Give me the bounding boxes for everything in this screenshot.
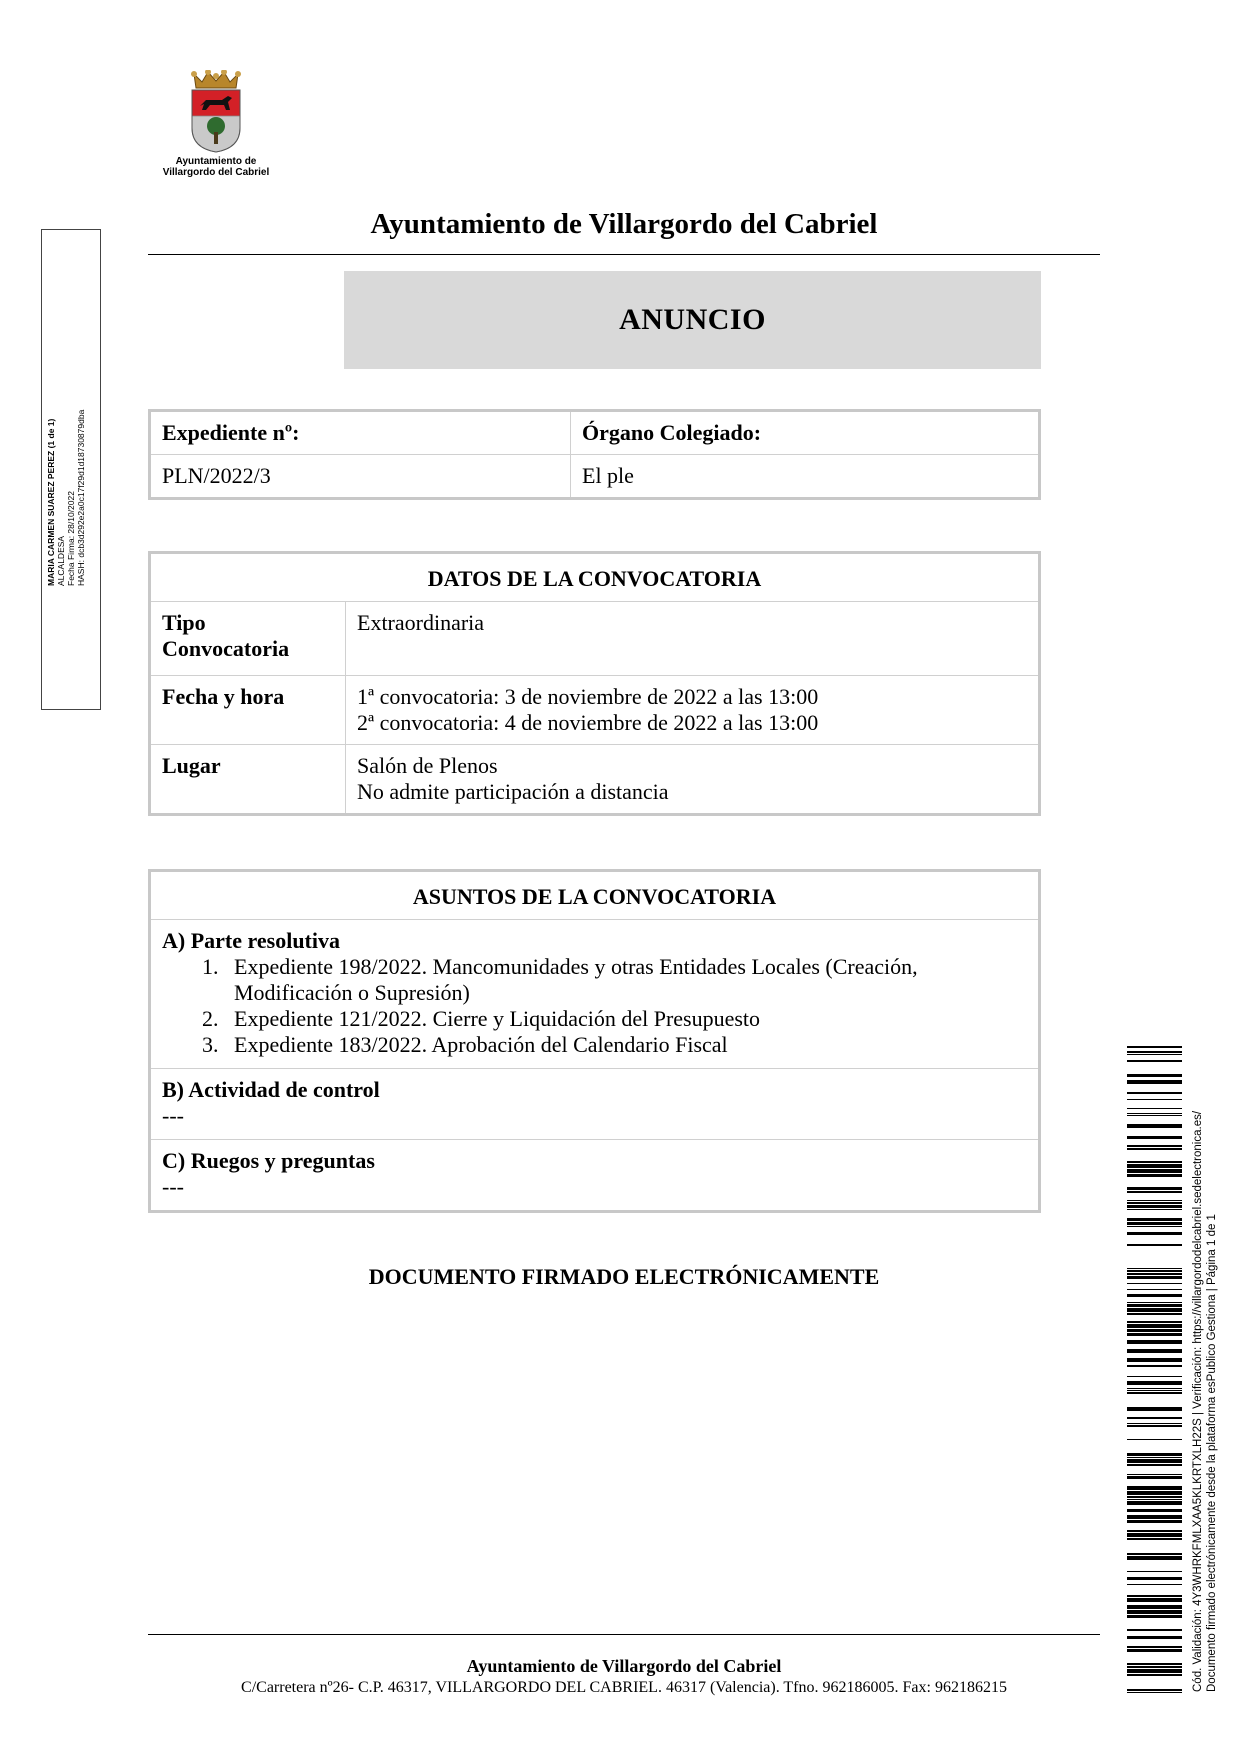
- barcode-bar: [1127, 1060, 1182, 1062]
- fecha-label: Fecha y hora: [150, 676, 346, 745]
- asuntos-heading: ASUNTOS DE LA CONVOCATORIA: [150, 871, 1040, 920]
- list-item: 3. Expediente 183/2022. Aprobación del Calendario Fiscal: [224, 1032, 1027, 1058]
- barcode-bar: [1127, 1046, 1182, 1048]
- barcode-bar: [1127, 1164, 1182, 1168]
- barcode-bar: [1127, 1663, 1182, 1665]
- footer-divider: [148, 1634, 1100, 1635]
- barcode-bar: [1127, 1324, 1182, 1328]
- section-c-value: ---: [162, 1174, 184, 1199]
- barcode-bar: [1127, 1453, 1182, 1456]
- logo-caption: [150, 156, 282, 178]
- header-divider: [148, 254, 1100, 255]
- barcode-bar: [1127, 1113, 1182, 1114]
- footer-address: C/Carretera nº26- C.P. 46317, VILLARGORDO DEL CABRIEL. 46317 (Valencia). Tfno. 962186005. Fax: 962186215: [241, 1679, 1007, 1696]
- barcode-bar: [1127, 1268, 1182, 1269]
- barcode-bar: [1127, 1051, 1182, 1053]
- barcode-bar: [1127, 1584, 1182, 1585]
- lugar-label: Lugar: [150, 745, 346, 815]
- barcode-bar: [1127, 1407, 1182, 1411]
- barcode-bar: [1127, 1108, 1182, 1109]
- barcode-bar: [1127, 1530, 1182, 1532]
- barcode-bar: [1127, 1538, 1182, 1540]
- barcode-bar: [1127, 1145, 1182, 1147]
- barcode-bar: [1127, 1486, 1182, 1490]
- barcode-bar: [1127, 1499, 1182, 1500]
- lugar-value-line1: Salón de Plenos: [357, 753, 498, 778]
- barcode-bar: [1127, 1571, 1182, 1572]
- barcode-bar: [1127, 1313, 1182, 1315]
- barcode-bar: [1127, 1388, 1182, 1389]
- barcode-bar: [1127, 1629, 1182, 1631]
- barcode-bar: [1127, 1304, 1182, 1307]
- list-item: 2. Expediente 121/2022. Cierre y Liquidación del Presupuesto: [224, 1006, 1027, 1032]
- barcode-bar: [1127, 1491, 1182, 1495]
- barcode-bar: [1127, 1333, 1182, 1336]
- expediente-table: [148, 409, 1041, 500]
- barcode-bar: [1127, 1308, 1182, 1312]
- barcode-bar: [1127, 1459, 1182, 1463]
- barcode-bar: [1127, 1054, 1182, 1055]
- barcode-bar: [1127, 1476, 1182, 1479]
- barcode-bar: [1127, 1329, 1182, 1332]
- barcode-bar: [1127, 1501, 1182, 1505]
- barcode-bar: [1127, 1187, 1182, 1190]
- barcode-bar: [1127, 1556, 1182, 1560]
- coat-of-arms-icon: [188, 70, 244, 154]
- barcode-bar: [1127, 1244, 1182, 1246]
- barcode-bar: [1127, 1457, 1182, 1458]
- barcode-bar: [1127, 1218, 1182, 1221]
- barcode-bar: [1127, 1092, 1182, 1094]
- barcode-bar: [1127, 1464, 1182, 1466]
- barcode-bar: [1127, 1226, 1182, 1227]
- barcode-bar: [1127, 1115, 1182, 1116]
- section-b-value: ---: [162, 1103, 184, 1128]
- barcode-bar: [1127, 1392, 1182, 1394]
- barcode-bar: [1127, 1615, 1182, 1618]
- barcode-bar: [1127, 1509, 1182, 1512]
- validation-line1: Cód. Validación: 4Y3WHRKFMLXAA5KLKRTXLH22S | Verificación: https://villargordodelcabriel.sedelectronica.es/: [1192, 1110, 1204, 1692]
- barcode-bar: [1127, 1423, 1182, 1424]
- barcode-bar: [1127, 1136, 1182, 1139]
- barcode-bar: [1127, 1200, 1182, 1201]
- barcode-bar: [1127, 1553, 1182, 1555]
- section-b-title: B) Actividad de control: [162, 1077, 380, 1102]
- section-a: [150, 920, 1040, 1069]
- barcode-bar: [1127, 1669, 1182, 1673]
- barcode-bar: [1127, 1674, 1182, 1676]
- barcode-bar: [1127, 1425, 1182, 1427]
- barcode-bar: [1127, 1439, 1182, 1440]
- expediente-label: Expediente nº:: [150, 411, 571, 455]
- barcode-bar: [1127, 1074, 1182, 1077]
- barcode-bar: [1127, 1381, 1182, 1385]
- barcode-bar: [1127, 1148, 1182, 1150]
- barcode-bar: [1127, 1649, 1182, 1652]
- tipo-value: Extraordinaria: [346, 602, 1040, 676]
- barcode-bar: [1127, 1610, 1182, 1614]
- barcode-bar: [1127, 1174, 1182, 1177]
- barcode-bar: [1127, 1302, 1182, 1303]
- section-c: [150, 1140, 1040, 1212]
- signature-hash: HASH: dcb3d292e2a0c17f29d1d18730879dba: [76, 409, 86, 586]
- fecha-value-line1: 1ª convocatoria: 3 de noviembre de 2022 a las 13:00: [357, 684, 819, 709]
- logo-caption-line2: Villargordo del Cabriel: [162, 167, 270, 178]
- barcode-bar: [1127, 1232, 1182, 1235]
- barcode-bar: [1127, 1099, 1182, 1100]
- barcode-bar: [1127, 1577, 1182, 1580]
- tipo-label-line1: Tipo: [162, 610, 206, 635]
- datos-heading: DATOS DE LA CONVOCATORIA: [150, 553, 1040, 602]
- barcode-bar: [1127, 1692, 1182, 1693]
- barcode-icon: [1127, 1046, 1182, 1694]
- barcode-bar: [1127, 1533, 1182, 1537]
- list-item: 1. Expediente 198/2022. Mancomunidades y otras Entidades Locales (Creación, Modificación o Supresión): [224, 954, 1027, 1006]
- logo-caption-line1: Ayuntamiento de: [175, 156, 257, 167]
- barcode-bar: [1127, 1276, 1182, 1279]
- expediente-value: PLN/2022/3: [150, 455, 571, 499]
- barcode-bar: [1127, 1321, 1182, 1323]
- barcode-bar: [1127, 1340, 1182, 1344]
- barcode-bar: [1127, 1289, 1182, 1290]
- lugar-value-line2: No admite participación a distancia: [357, 779, 669, 804]
- municipal-logo: [150, 70, 282, 182]
- barcode-bar: [1127, 1205, 1182, 1208]
- barcode-bar: [1127, 1636, 1182, 1639]
- barcode-bar: [1127, 1520, 1182, 1523]
- signer-name: MARIA CARMEN SUAREZ PEREZ (1 de 1): [46, 418, 56, 586]
- barcode-bar: [1127, 1646, 1182, 1648]
- tipo-label: [150, 602, 346, 676]
- barcode-bar: [1127, 1376, 1182, 1377]
- section-c-title: C) Ruegos y preguntas: [162, 1148, 375, 1173]
- barcode-bar: [1127, 1209, 1182, 1210]
- section-a-title: A) Parte resolutiva: [162, 928, 340, 953]
- organo-label: Órgano Colegiado:: [571, 411, 1040, 455]
- barcode-bar: [1127, 1390, 1182, 1391]
- barcode-bar: [1127, 1273, 1182, 1275]
- barcode-bar: [1127, 1598, 1182, 1602]
- barcode-bar: [1127, 1358, 1182, 1362]
- anuncio-banner: [344, 271, 1041, 369]
- barcode-bar: [1127, 1417, 1182, 1419]
- barcode-bar: [1127, 1365, 1182, 1367]
- barcode-bar: [1127, 1124, 1182, 1128]
- barcode-bar: [1127, 1283, 1182, 1284]
- barcode-bar: [1127, 1515, 1182, 1519]
- barcode-bar: [1127, 1496, 1182, 1498]
- barcode-bar: [1127, 1202, 1182, 1204]
- barcode-bar: [1127, 1222, 1182, 1225]
- organo-value: El ple: [571, 455, 1040, 499]
- barcode-bar: [1127, 1080, 1182, 1084]
- barcode-bar: [1127, 1169, 1182, 1173]
- barcode-bar: [1127, 1294, 1182, 1297]
- barcode-bar: [1127, 1689, 1182, 1691]
- asuntos-table: [148, 869, 1041, 1213]
- signature-date: Fecha Firma: 28/10/2022: [66, 491, 76, 586]
- lugar-value: [346, 745, 1040, 815]
- barcode-bar: [1127, 1191, 1182, 1193]
- barcode-bar: [1127, 1349, 1182, 1353]
- barcode-bar: [1127, 1161, 1182, 1163]
- section-b: [150, 1069, 1040, 1140]
- fecha-value-line2: 2ª convocatoria: 4 de noviembre de 2022 a las 13:00: [357, 710, 819, 735]
- anuncio-text: ANUNCIO: [619, 303, 766, 336]
- barcode-bar: [1127, 1605, 1182, 1609]
- barcode-bar: [1127, 1666, 1182, 1668]
- tipo-label-line2: Convocatoria: [162, 636, 290, 661]
- fecha-value: [346, 676, 1040, 745]
- footer-name: Ayuntamiento de Villargordo del Cabriel: [466, 1656, 782, 1676]
- datos-convocatoria-table: [148, 551, 1041, 816]
- barcode-bar: [1127, 1595, 1182, 1597]
- signed-notice: DOCUMENTO FIRMADO ELECTRÓNICAMENTE: [368, 1264, 880, 1289]
- signer-role: ALCALDESA: [56, 535, 66, 586]
- validation-line2: Documento firmado electrónicamente desde la plataforma esPublico Gestiona | Página 1 de 1: [1206, 1214, 1218, 1692]
- barcode-bar: [1127, 1474, 1182, 1475]
- asuntos-list: [162, 954, 1027, 1058]
- barcode-bar: [1127, 1270, 1182, 1272]
- page-title: Ayuntamiento de Villargordo del Cabriel: [370, 208, 878, 240]
